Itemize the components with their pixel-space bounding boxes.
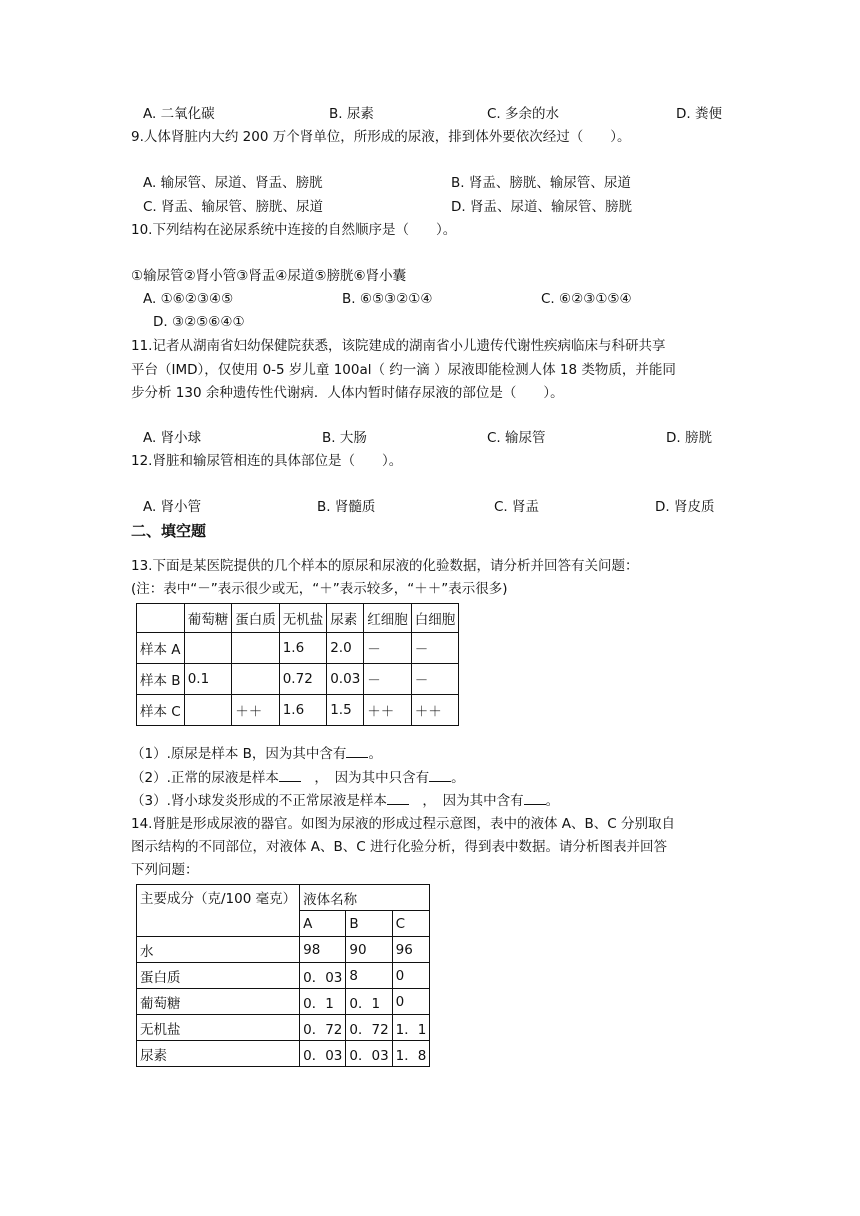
q9-option-d: D. 肾盂、尿道、输尿管、膀胱: [451, 199, 632, 215]
table-row: [137, 664, 459, 695]
table-cell: 水: [137, 937, 300, 963]
table-cell: 葡萄糖: [184, 604, 232, 633]
q11-stem-line-2: 平台（IMD），仅使用 0-5 岁儿童 100al（ 约一滴 ）尿液即能检测人体 18 类物质，并能同: [131, 362, 676, 378]
q9-stem: 9.人体肾脏内大约 200 万个肾单位，所形成的尿液，排到体外要依次经过（ ）。: [131, 129, 631, 145]
q10-option-c: C. ⑥②③①⑤④: [541, 291, 632, 307]
q12-stem: 12.肾脏和输尿管相连的具体部位是（ ）。: [131, 453, 403, 469]
q12-option-a: A. 肾小管: [143, 499, 202, 515]
table-header-row: [137, 885, 430, 911]
q13-data-table: [136, 603, 459, 726]
q10-structure-list: ①输尿管②肾小管③肾盂④尿道⑤膀胱⑥肾小囊: [131, 268, 407, 284]
q11-stem-line-3: 步分析 130 余种遗传性代谢病．人体内暂时储存尿液的部位是（ ）。: [131, 385, 564, 401]
table-cell: [232, 633, 280, 664]
table-cell: －: [411, 633, 459, 664]
q12-option-b: B. 肾髓质: [317, 499, 376, 515]
table-cell: 0.03: [327, 664, 364, 695]
q10-option-b: B. ⑥⑤③②①④: [342, 291, 433, 307]
q13-sub2-end: 。: [451, 770, 465, 786]
table-cell: 1.6: [279, 633, 327, 664]
table-cell: 样本 B: [137, 664, 185, 695]
table-cell: －: [364, 633, 412, 664]
q11-option-a: A. 肾小球: [143, 430, 202, 446]
table-cell: 白细胞: [411, 604, 459, 633]
q12-option-c: C. 肾盂: [494, 499, 540, 515]
table-cell: 90: [346, 937, 392, 963]
q13-sub3-mid: ， 因为其中含有: [408, 793, 524, 809]
table-cell: 98: [300, 937, 346, 963]
q13-sub2-text: （2）.正常的尿液是样本: [131, 770, 279, 786]
q13-sub1-end: 。: [368, 746, 382, 762]
q8-option-a: A. 二氧化碳: [143, 106, 215, 122]
table-cell: 1．8: [392, 1041, 430, 1067]
table-header-row: [137, 604, 459, 633]
q10-option-a: A. ①⑥②③④⑤: [143, 291, 234, 307]
q9-option-c: C. 肾盂、输尿管、膀胱、尿道: [143, 199, 324, 215]
table-row: [137, 633, 459, 664]
table-row: [137, 989, 430, 1015]
table-cell: 0: [392, 989, 430, 1015]
q14-stem-line-2: 图示结构的不同部位，对液体 A、B、C 进行化验分析，得到表中数据。请分析图表并回答: [131, 839, 668, 855]
table-row: [137, 695, 459, 726]
q13-note: (注：表中“－”表示很少或无，“＋”表示较多，“＋＋”表示很多): [131, 581, 508, 597]
table-cell: －: [411, 664, 459, 695]
table-cell: 0.72: [279, 664, 327, 695]
answer-blank[interactable]: [387, 790, 409, 805]
q13-subquestion-3: [131, 790, 559, 811]
q13-sub3-text: （3）.肾小球发炎形成的不正常尿液是样本: [131, 793, 387, 809]
q11-option-b: B. 大肠: [322, 430, 367, 446]
table-cell: 红细胞: [364, 604, 412, 633]
table-cell: 0．1: [346, 989, 392, 1015]
answer-blank[interactable]: [346, 743, 368, 758]
table-cell: 0．72: [346, 1015, 392, 1041]
table-cell: 葡萄糖: [137, 989, 300, 1015]
q11-option-c: C. 输尿管: [487, 430, 546, 446]
table-cell: 0.1: [184, 664, 232, 695]
table-cell: C: [392, 911, 430, 937]
table-cell: －: [364, 664, 412, 695]
table-cell: 无机盐: [279, 604, 327, 633]
table-cell: ＋＋: [364, 695, 412, 726]
table-cell: A: [300, 911, 346, 937]
q12-option-d: D. 肾皮质: [655, 499, 715, 515]
table-cell: 尿素: [137, 1041, 300, 1067]
q8-option-d: D. 粪便: [676, 106, 722, 122]
table-cell: 主要成分（克/100 毫克）: [137, 885, 300, 937]
q13-subquestion-2: [131, 767, 465, 788]
table-cell: 液体名称: [300, 885, 430, 911]
table-cell: 2.0: [327, 633, 364, 664]
q8-option-c: C. 多余的水: [487, 106, 560, 122]
table-cell: [137, 604, 185, 633]
table-cell: 8: [346, 963, 392, 989]
q9-option-a: A. 输尿管、尿道、肾盂、膀胱: [143, 175, 323, 191]
table-row: [137, 937, 430, 963]
table-row: [137, 1041, 430, 1067]
table-cell: 0．1: [300, 989, 346, 1015]
q13-stem: 13.下面是某医院提供的几个样本的原尿和尿液的化验数据，请分析并回答有关问题：: [131, 558, 639, 574]
table-cell: [232, 664, 280, 695]
q13-sub2-mid: ， 因为其中只含有: [300, 770, 430, 786]
table-cell: 蛋白质: [232, 604, 280, 633]
q14-data-table: [136, 884, 430, 1067]
table-cell: 0: [392, 963, 430, 989]
q13-sub3-end: 。: [545, 793, 560, 809]
table-cell: 蛋白质: [137, 963, 300, 989]
table-cell: [184, 695, 232, 726]
table-cell: ＋＋: [232, 695, 280, 726]
q11-stem-line-1: 11.记者从湖南省妇幼保健院获悉，该院建成的湖南省小儿遗传代谢性疾病临床与科研共享: [131, 338, 666, 354]
table-cell: 尿素: [327, 604, 364, 633]
table-cell: 0．72: [300, 1015, 346, 1041]
table-row: [137, 963, 430, 989]
q11-option-d: D. 膀胱: [666, 430, 712, 446]
table-cell: B: [346, 911, 392, 937]
q10-option-d: D. ③②⑤⑥④①: [153, 314, 245, 330]
table-cell: 无机盐: [137, 1015, 300, 1041]
q13-subquestion-1: [131, 743, 382, 764]
section-heading-fill-in: 二、填空题: [131, 522, 207, 540]
table-cell: ＋＋: [411, 695, 459, 726]
q14-stem-line-1: 14.肾脏是形成尿液的器官。如图为尿液的形成过程示意图，表中的液体 A、B、C 分别取自: [131, 816, 675, 832]
table-cell: 96: [392, 937, 430, 963]
table-row: [137, 1015, 430, 1041]
q14-stem-line-3: 下列问题：: [131, 862, 199, 878]
answer-blank[interactable]: [279, 767, 301, 782]
q9-option-b: B. 肾盂、膀胱、输尿管、尿道: [451, 175, 631, 191]
table-cell: 1.6: [279, 695, 327, 726]
table-cell: 样本 A: [137, 633, 185, 664]
table-cell: 0．03: [300, 963, 346, 989]
answer-blank[interactable]: [524, 790, 546, 805]
table-cell: 0．03: [300, 1041, 346, 1067]
q13-sub1-text: （1）.原尿是样本 B，因为其中含有: [131, 746, 347, 762]
table-cell: 1.5: [327, 695, 364, 726]
q8-option-b: B. 尿素: [329, 106, 374, 122]
table-cell: [184, 633, 232, 664]
table-cell: 样本 C: [137, 695, 185, 726]
table-cell: 0．03: [346, 1041, 392, 1067]
q10-stem: 10.下列结构在泌尿系统中连接的自然顺序是（ ）。: [131, 222, 457, 238]
table-cell: 1．1: [392, 1015, 430, 1041]
answer-blank[interactable]: [429, 767, 451, 782]
